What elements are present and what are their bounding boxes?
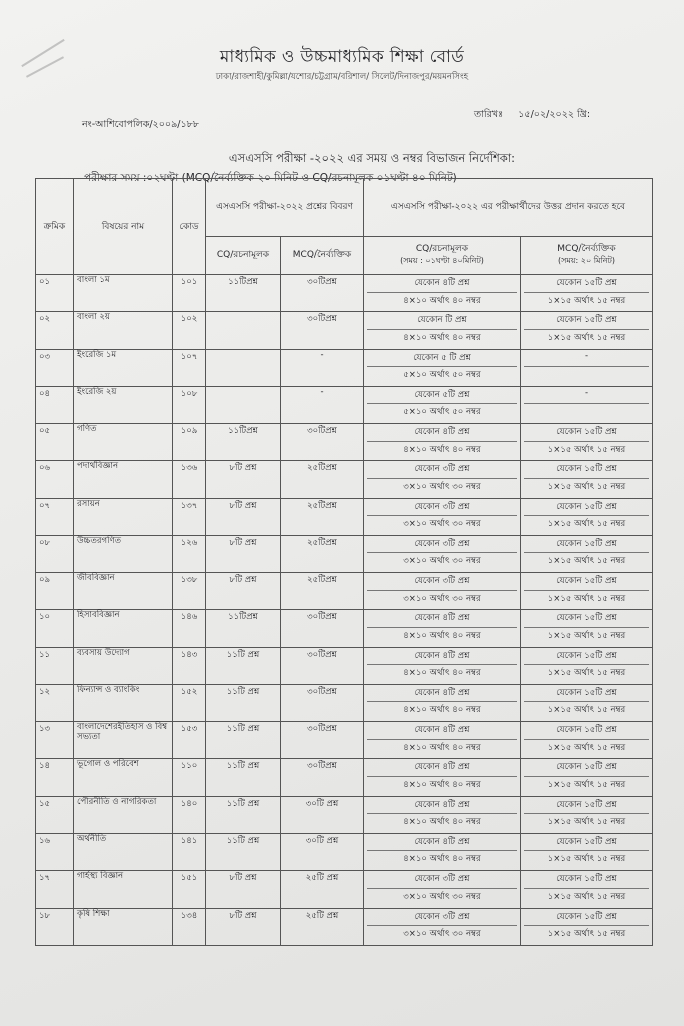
- row-subject-name: উচ্চতরগণিত: [74, 535, 173, 572]
- answer-cq-count: যেকোন টি প্রশ্ন: [417, 315, 467, 326]
- row-mcq-questions: ৩০টি প্রশ্ন: [281, 833, 364, 870]
- row-code: ১৩৪: [173, 908, 206, 945]
- row-serial: ১৮: [36, 908, 74, 945]
- answer-mcq-marks: ১×১৫ অর্থাৎ ১৫ নম্বর: [524, 813, 649, 831]
- answer-mcq-count: যেকোন ১৫টি প্রশ্ন: [556, 427, 617, 438]
- row-code: ১৪৩: [173, 647, 206, 684]
- answer-cq-count: যেকোন ৩টি প্রশ্ন: [414, 501, 470, 512]
- board-title: মাধ্যমিক ও উচ্চমাধ্যমিক শিক্ষা বোর্ড: [219, 47, 465, 67]
- row-code: ১০১: [173, 275, 206, 312]
- row-subject-name: ইংরেজি ১ম: [74, 349, 173, 386]
- row-serial: ১৪: [36, 759, 74, 796]
- row-answer-cq: [364, 312, 521, 349]
- row-mcq-questions: ৩০টিপ্রশ্ন: [281, 647, 364, 684]
- row-code: ১৫২: [173, 684, 206, 721]
- row-answer-mcq: [521, 610, 653, 647]
- row-answer-cq: [364, 684, 521, 721]
- table-row: [36, 275, 653, 312]
- answer-mcq-time: (সময়: ২০ মিনিট): [557, 255, 616, 265]
- answer-mcq-count: যেকোন ১৫টি প্রশ্ন: [556, 874, 617, 885]
- row-cq-questions: ৮টি প্রশ্ন: [206, 535, 281, 572]
- answer-mcq-count: যেকোন ১৫টি প্রশ্ন: [556, 613, 617, 624]
- row-serial: ০২: [36, 312, 74, 349]
- table-row: [36, 424, 653, 461]
- table-row: [36, 498, 653, 535]
- answer-cq-marks: ৪×১০ অর্থাৎ ৪০ নম্বর: [367, 292, 517, 310]
- answer-cq-count: যেকোন ৩টি প্রশ্ন: [414, 874, 470, 885]
- table-row: [36, 684, 653, 721]
- row-mcq-questions: ২৫টিপ্রশ্ন: [281, 498, 364, 535]
- row-subject-name: গণিত: [74, 424, 173, 461]
- row-code: ১৪১: [173, 833, 206, 870]
- answer-mcq-count: যেকোন ১৫টি প্রশ্ন: [556, 762, 617, 773]
- answer-cq-marks: ৩×১০ অর্থাৎ ৩০ নম্বর: [367, 888, 517, 906]
- row-answer-mcq: [521, 275, 653, 312]
- row-answer-cq: [364, 722, 521, 759]
- table-row: [36, 722, 653, 759]
- row-subject-name: রসায়ন: [74, 498, 173, 535]
- row-subject-name: পৌরনীতি ও নাগরিকতা: [74, 796, 173, 833]
- row-mcq-questions: ২৫টিপ্রশ্ন: [281, 461, 364, 498]
- row-serial: ০৫: [36, 424, 74, 461]
- answer-cq-marks: ৪×১০ অর্থাৎ ৪০ নম্বর: [367, 701, 517, 719]
- answer-mcq-count: -: [584, 387, 589, 398]
- answer-cq-count: যেকোন ৪টি প্রশ্ন: [414, 650, 470, 661]
- answer-mcq-marks: ১×১৫ অর্থাৎ ১৫ নম্বর: [524, 627, 649, 645]
- date-value: ১৫/০২/২০২২ খ্রি:: [518, 109, 591, 120]
- answer-mcq-count: -: [584, 350, 589, 361]
- row-answer-cq: [364, 610, 521, 647]
- header-question-details: এসএসসি পরীক্ষা-২০২২ প্রশ্নের বিবরণ: [206, 179, 364, 237]
- row-code: ১৩৬: [173, 461, 206, 498]
- answer-cq-time: (সময় : ০১ঘণ্টা ৪০মিনিট): [400, 255, 484, 265]
- row-serial: ০৯: [36, 573, 74, 610]
- answer-mcq-count: যেকোন ১৫টি প্রশ্ন: [556, 687, 617, 698]
- row-mcq-questions: ২৫টিপ্রশ্ন: [281, 535, 364, 572]
- answer-mcq-count: যেকোন ১৫টি প্রশ্ন: [556, 315, 617, 326]
- row-serial: ১৭: [36, 871, 74, 908]
- header-cq: CQ/রচনামূলক: [206, 237, 281, 275]
- row-mcq-questions: ২৫টি প্রশ্ন: [281, 908, 364, 945]
- table-row: [36, 759, 653, 796]
- row-serial: ০৮: [36, 535, 74, 572]
- row-cq-questions: ১১টিপ্রশ্ন: [206, 610, 281, 647]
- row-serial: ১১: [36, 647, 74, 684]
- answer-cq-marks: ৪×১০ অর্থাৎ ৪০ নম্বর: [367, 776, 517, 794]
- row-cq-questions: [206, 386, 281, 423]
- row-answer-cq: [364, 759, 521, 796]
- row-serial: ০৪: [36, 386, 74, 423]
- row-cq-questions: [206, 312, 281, 349]
- row-answer-cq: [364, 573, 521, 610]
- row-cq-questions: ১১টি প্রশ্ন: [206, 647, 281, 684]
- answer-mcq-marks: ১×১৫ অর্থাৎ ১৫ নম্বর: [524, 329, 649, 347]
- row-serial: ০১: [36, 275, 74, 312]
- row-mcq-questions: -: [281, 386, 364, 423]
- document-subject: এসএসসি পরীক্ষা -২০২২ এর সময় ও নম্বর বিভাজন নির্দেশিকা:: [228, 151, 516, 165]
- row-serial: ১৩: [36, 722, 74, 759]
- row-serial: ০৩: [36, 349, 74, 386]
- table-row: [36, 312, 653, 349]
- row-mcq-questions: -: [281, 349, 364, 386]
- row-serial: ০৬: [36, 461, 74, 498]
- row-cq-questions: [206, 349, 281, 386]
- row-code: ১৫৩: [173, 722, 206, 759]
- row-cq-questions: ১১টিপ্রশ্ন: [206, 275, 281, 312]
- answer-mcq-marks: ১×১৫ অর্থাৎ ১৫ নম্বর: [524, 552, 649, 570]
- answer-cq-marks: ৪×১০ অর্থাৎ ৪০ নম্বর: [367, 627, 517, 645]
- answer-mcq-marks: ১×১৫ অর্থাৎ ১৫ নম্বর: [524, 925, 649, 943]
- row-answer-mcq: [521, 461, 653, 498]
- row-code: ১০৮: [173, 386, 206, 423]
- row-code: ১১০: [173, 759, 206, 796]
- answer-cq-marks: ৫×১০ অর্থাৎ ৫০ নম্বর: [367, 403, 517, 421]
- board-cities: ঢাকা/রাজশাহী/কুমিল্লা/যশোর/চট্টগ্রাম/বরিশাল/ সিলেট/দিনাজপুর/ময়মনসিংহ: [215, 72, 469, 82]
- table-row: [36, 610, 653, 647]
- table-row: [36, 647, 653, 684]
- answer-mcq-count: যেকোন ১৫টি প্রশ্ন: [556, 836, 617, 847]
- row-subject-name: পদার্থবিজ্ঞান: [74, 461, 173, 498]
- exam-duration: পরীক্ষার সময় :০২ঘণ্টা (MCQ/নৈর্ব্যক্তিক ২০ মিনিট ও CQ/রচনামূলক ০১ঘণ্টা ৪০ মিনিট): [84, 172, 457, 184]
- answer-cq-count: যেকোন ৪টি প্রশ্ন: [414, 613, 470, 624]
- row-answer-cq: [364, 349, 521, 386]
- answer-cq-count: যেকোন ৪টি প্রশ্ন: [414, 836, 470, 847]
- row-answer-mcq: [521, 684, 653, 721]
- answer-mcq-marks: ১×১৫ অর্থাৎ ১৫ নম্বর: [524, 888, 649, 906]
- answer-mcq-marks: ১×১৫ অর্থাৎ ১৫ নম্বর: [524, 701, 649, 719]
- table-row: [36, 871, 653, 908]
- table-row: [36, 461, 653, 498]
- header-code: কোড: [173, 179, 206, 275]
- row-code: ১২৬: [173, 535, 206, 572]
- answer-mcq-marks: ১×১৫ অর্থাৎ ১৫ নম্বর: [524, 850, 649, 868]
- answer-cq-marks: ৩×১০ অর্থাৎ ৩০ নম্বর: [367, 552, 517, 570]
- table-row: [36, 833, 653, 870]
- answer-cq-label: CQ/রচনামূলক: [415, 244, 469, 255]
- row-answer-mcq: [521, 759, 653, 796]
- answer-mcq-marks: ১×১৫ অর্থাৎ ১৫ নম্বর: [524, 441, 649, 459]
- answer-cq-marks: ৪×১০ অর্থাৎ ৪০ নম্বর: [367, 813, 517, 831]
- row-mcq-questions: ৩০টি প্রশ্ন: [281, 796, 364, 833]
- answer-cq-marks: ৩×১০ অর্থাৎ ৩০ নম্বর: [367, 515, 517, 533]
- answer-mcq-marks: ১×১৫ অর্থাৎ ১৫ নম্বর: [524, 590, 649, 608]
- row-subject-name: ব্যবসায় উদ্যোগ: [74, 647, 173, 684]
- answer-cq-count: যেকোন ৩টি প্রশ্ন: [414, 911, 470, 922]
- row-subject-name: কৃষি শিক্ষা: [74, 908, 173, 945]
- row-subject-name: ফিন্যান্স ও ব্যাংকিং: [74, 684, 173, 721]
- answer-mcq-count: যেকোন ১৫টি প্রশ্ন: [556, 501, 617, 512]
- answer-mcq-marks: ১×১৫ অর্থাৎ ১৫ নম্বর: [524, 739, 649, 757]
- row-code: ১৫১: [173, 871, 206, 908]
- answer-cq-count: যেকোন ৪টি প্রশ্ন: [414, 278, 470, 288]
- row-answer-mcq: [521, 796, 653, 833]
- header-mcq: MCQ/নৈর্ব্যক্তিক: [281, 237, 364, 275]
- row-serial: ০৭: [36, 498, 74, 535]
- row-mcq-questions: ৩০টিপ্রশ্ন: [281, 312, 364, 349]
- row-cq-questions: ১১টি প্রশ্ন: [206, 796, 281, 833]
- row-cq-questions: ৮টি প্রশ্ন: [206, 573, 281, 610]
- table-row: [36, 386, 653, 423]
- row-subject-name: বাংলা ১ম: [74, 275, 173, 312]
- answer-cq-marks: ৪×১০ অর্থাৎ ৪০ নম্বর: [367, 441, 517, 459]
- answer-cq-count: যেকোন ৪টি প্রশ্ন: [414, 725, 470, 736]
- answer-mcq-label: MCQ/নৈর্ব্যক্তিক: [557, 244, 616, 255]
- answer-mcq-count: যেকোন ১৫টি প্রশ্ন: [556, 911, 617, 922]
- answer-cq-marks: ৩×১০ অর্থাৎ ৩০ নম্বর: [367, 925, 517, 943]
- answer-cq-marks: ৫×১০ অর্থাৎ ৫০ নম্বর: [367, 366, 517, 384]
- answer-cq-marks: ৩×১০ অর্থাৎ ৩০ নম্বর: [367, 590, 517, 608]
- row-serial: ১৫: [36, 796, 74, 833]
- answer-mcq-marks: ১×১৫ অর্থাৎ ১৫ নম্বর: [524, 664, 649, 682]
- row-code: ১৪০: [173, 796, 206, 833]
- answer-mcq-count: যেকোন ১৫টি প্রশ্ন: [556, 278, 617, 288]
- row-subject-name: অর্থনীতি: [74, 833, 173, 870]
- date-label: তারিখঃ: [474, 109, 504, 120]
- answer-cq-count: যেকোন ৪টি প্রশ্ন: [414, 799, 470, 810]
- row-serial: ১২: [36, 684, 74, 721]
- row-mcq-questions: ৩০টিপ্রশ্ন: [281, 759, 364, 796]
- row-subject-name: গার্হস্থ্য বিজ্ঞান: [74, 871, 173, 908]
- row-mcq-questions: ২৫টিপ্রশ্ন: [281, 573, 364, 610]
- row-code: ১০৭: [173, 349, 206, 386]
- row-cq-questions: ১১টি প্রশ্ন: [206, 684, 281, 721]
- row-cq-questions: ৮টি প্রশ্ন: [206, 871, 281, 908]
- row-answer-cq: [364, 833, 521, 870]
- row-answer-mcq: [521, 573, 653, 610]
- schedule-table: [35, 178, 653, 946]
- table-row: [36, 796, 653, 833]
- table-row: [36, 573, 653, 610]
- answer-cq-count: যেকোন ৫ টি প্রশ্ন: [413, 352, 471, 363]
- answer-cq-marks: ৩×১০ অর্থাৎ ৩০ নম্বর: [367, 478, 517, 496]
- answer-cq-count: যেকোন ৩টি প্রশ্ন: [414, 538, 470, 549]
- row-answer-cq: [364, 535, 521, 572]
- answer-cq-count: যেকোন ৩টি প্রশ্ন: [414, 464, 470, 475]
- row-mcq-questions: ২৫টি প্রশ্ন: [281, 871, 364, 908]
- row-code: ১০৯: [173, 424, 206, 461]
- row-answer-cq: [364, 796, 521, 833]
- memo-date: [474, 108, 590, 123]
- answer-mcq-marks: ১×১৫ অর্থাৎ ১৫ নম্বর: [524, 515, 649, 533]
- row-answer-mcq: [521, 386, 653, 423]
- row-answer-cq: [364, 461, 521, 498]
- answer-mcq-marks: ১×১৫ অর্থাৎ ১৫ নম্বর: [524, 292, 649, 310]
- row-answer-mcq: [521, 535, 653, 572]
- answer-cq-count: যেকোন ৪টি প্রশ্ন: [414, 427, 470, 438]
- row-mcq-questions: ৩০টিপ্রশ্ন: [281, 424, 364, 461]
- row-answer-mcq: [521, 722, 653, 759]
- row-serial: ১৬: [36, 833, 74, 870]
- row-subject-name: হিসাববিজ্ঞান: [74, 610, 173, 647]
- row-mcq-questions: ৩০টিপ্রশ্ন: [281, 610, 364, 647]
- answer-mcq-count: যেকোন ১৫টি প্রশ্ন: [556, 725, 617, 736]
- row-answer-mcq: [521, 498, 653, 535]
- row-answer-cq: [364, 871, 521, 908]
- row-answer-mcq: [521, 312, 653, 349]
- answer-mcq-count: যেকোন ১৫টি প্রশ্ন: [556, 650, 617, 661]
- row-answer-mcq: [521, 871, 653, 908]
- row-subject-name: ইংরেজি ২য়: [74, 386, 173, 423]
- answer-mcq-marks: [524, 403, 649, 421]
- answer-mcq-marks: ১×১৫ অর্থাৎ ১৫ নম্বর: [524, 478, 649, 496]
- row-cq-questions: ১১টি প্রশ্ন: [206, 833, 281, 870]
- row-subject-name: বাংলাদেশেরইতিহাস ও বিশ্ব সভ্যতা: [74, 722, 173, 759]
- row-code: ১৩৭: [173, 498, 206, 535]
- row-cq-questions: ৮টি প্রশ্ন: [206, 461, 281, 498]
- row-answer-cq: [364, 908, 521, 945]
- answer-mcq-count: যেকোন ১৫টি প্রশ্ন: [556, 799, 617, 810]
- row-answer-cq: [364, 275, 521, 312]
- table-row: [36, 535, 653, 572]
- table-row: [36, 349, 653, 386]
- row-serial: ১০: [36, 610, 74, 647]
- row-mcq-questions: ৩০টিপ্রশ্ন: [281, 684, 364, 721]
- row-code: ১০২: [173, 312, 206, 349]
- answer-mcq-marks: ১×১৫ অর্থাৎ ১৫ নম্বর: [524, 776, 649, 794]
- row-answer-mcq: [521, 833, 653, 870]
- row-cq-questions: ১১টিপ্রশ্ন: [206, 424, 281, 461]
- answer-cq-marks: ৪×১০ অর্থাৎ ৪০ নম্বর: [367, 329, 517, 347]
- answer-cq-count: যেকোন ৪টি প্রশ্ন: [414, 687, 470, 698]
- answer-cq-marks: ৪×১০ অর্থাৎ ৪০ নম্বর: [367, 850, 517, 868]
- row-subject-name: বাংলা ২য়: [74, 312, 173, 349]
- row-cq-questions: ১১টি প্রশ্ন: [206, 759, 281, 796]
- row-answer-cq: [364, 647, 521, 684]
- schedule-table-body: [36, 275, 653, 946]
- row-answer-mcq: [521, 908, 653, 945]
- answer-mcq-marks: [524, 366, 649, 384]
- header-subject-name: বিষয়ের নাম: [74, 179, 173, 275]
- header-answer-requirements: এসএসসি পরীক্ষা-২০২২ এর পরীক্ষার্থীদের উত্তর প্রদান করতে হবে: [364, 179, 653, 237]
- row-answer-cq: [364, 424, 521, 461]
- row-answer-cq: [364, 498, 521, 535]
- answer-mcq-count: যেকোন ১৫টি প্রশ্ন: [556, 538, 617, 549]
- answer-cq-count: যেকোন ৫টি প্রশ্ন: [414, 389, 470, 400]
- memo-number: নং-আশিবোপলিক/২০০৯/১৮৮: [82, 119, 199, 130]
- row-cq-questions: ১১টি প্রশ্ন: [206, 722, 281, 759]
- row-subject-name: জীববিজ্ঞান: [74, 573, 173, 610]
- answer-cq-marks: ৪×১০ অর্থাৎ ৪০ নম্বর: [367, 664, 517, 682]
- row-code: ১৪৬: [173, 610, 206, 647]
- row-mcq-questions: ৩০টিপ্রশ্ন: [281, 722, 364, 759]
- header-answer-mcq: [521, 237, 653, 275]
- row-subject-name: ভূগোল ও পরিবেশ: [74, 759, 173, 796]
- row-answer-cq: [364, 386, 521, 423]
- answer-mcq-count: যেকোন ১৫টি প্রশ্ন: [556, 464, 617, 475]
- answer-cq-marks: ৪×১০ অর্থাৎ ৪০ নম্বর: [367, 739, 517, 757]
- row-cq-questions: ৮টি প্রশ্ন: [206, 498, 281, 535]
- row-answer-mcq: [521, 424, 653, 461]
- row-mcq-questions: ৩০টিপ্রশ্ন: [281, 275, 364, 312]
- answer-cq-count: যেকোন ৩টি প্রশ্ন: [414, 576, 470, 587]
- row-answer-mcq: [521, 647, 653, 684]
- row-code: ১৩৮: [173, 573, 206, 610]
- row-cq-questions: ৮টি প্রশ্ন: [206, 908, 281, 945]
- answer-mcq-count: যেকোন ১৫টি প্রশ্ন: [556, 576, 617, 587]
- answer-cq-count: যেকোন ৪টি প্রশ্ন: [414, 762, 470, 773]
- header-serial: ক্রমিক: [36, 179, 74, 275]
- header-answer-cq: [364, 237, 521, 275]
- table-row: [36, 908, 653, 945]
- row-answer-mcq: [521, 349, 653, 386]
